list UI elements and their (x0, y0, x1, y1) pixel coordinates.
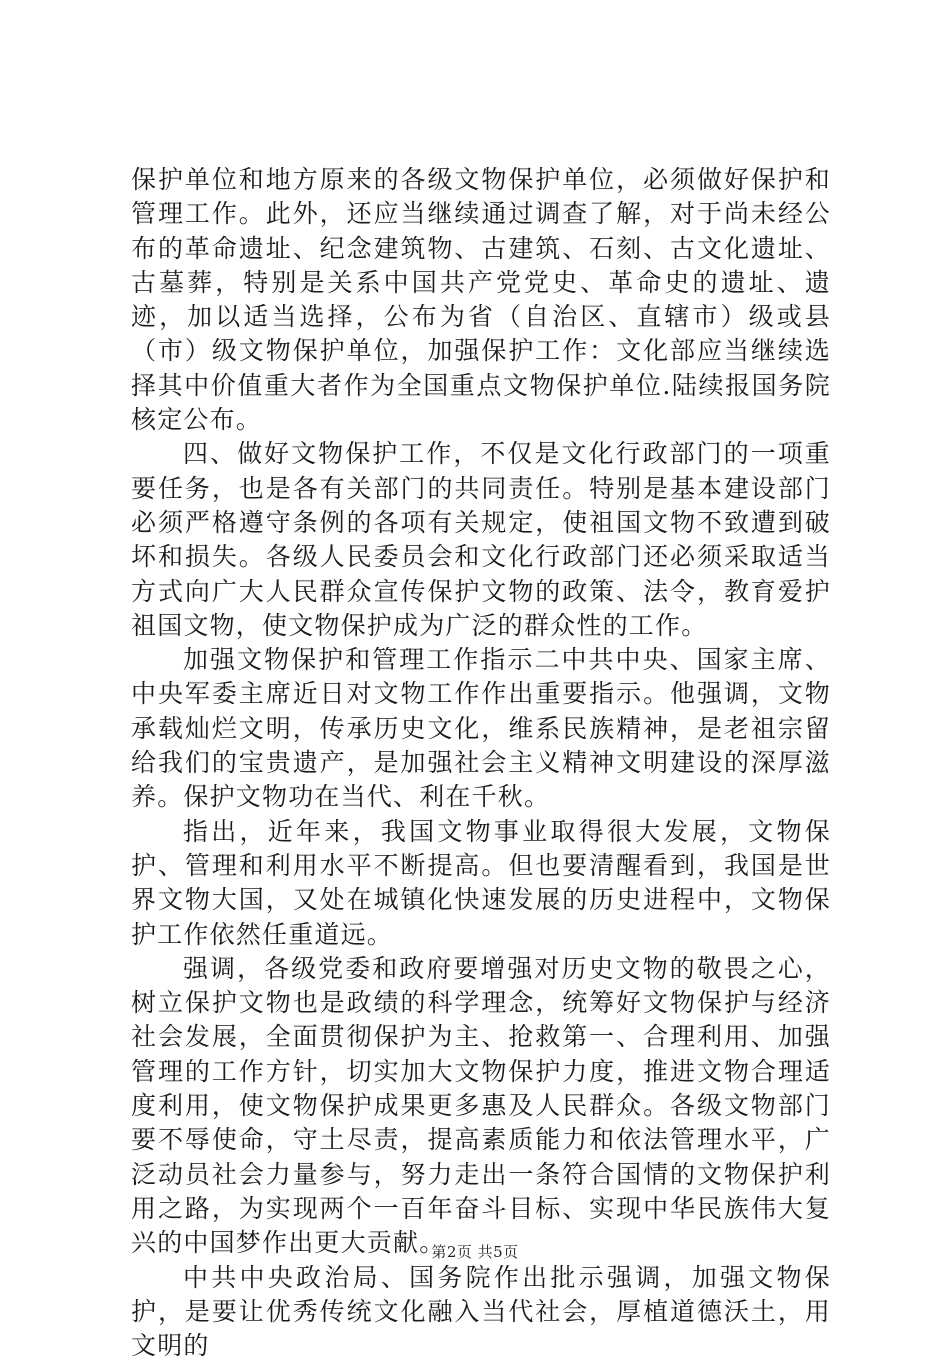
paragraph-5: 强调，各级党委和政府要增强对历史文物的敬畏之心，树立保护文物也是政绩的科学理念，统筹好文物保护与经济社会发展，全面贯彻保护为主、抢救第一、合理利用、加强管理的工作方针，切实加大文物保护力度，推进文物合理适度利用，使文物保护成果更多惠及人民群众。各级文物部门要不辱使命，守土尽责，提高素质能力和依法管理水平，广泛动员社会力量参与，努力走出一条符合国情的文物保护利用之路，为实现两个一百年奋斗目标、实现中华民族伟大复兴的中国梦作出更大贡献。 (131, 952, 831, 1261)
paragraph-3: 加强文物保护和管理工作指示二中共中央、国家主席、中央军委主席近日对文物工作作出重要指示。他强调，文物承载灿烂文明，传承历史文化，维系民族精神，是老祖宗留给我们的宝贵遗产，是加强社会主义精神文明建设的深厚滋养。保护文物功在当代、利在千秋。 (131, 643, 831, 814)
paragraph-1: 保护单位和地方原来的各级文物保护单位，必须做好保护和管理工作。此外，还应当继续通过调查了解，对于尚未经公布的革命遗址、纪念建筑物、古建筑、石刻、古文化遗址、古墓葬，特别是关系中国共产党党史、革命史的遗址、遗迹，加以适当选择，公布为省（自治区、直辖市）级或县（市）级文物保护单位，加强保护工作：文化部应当继续选择其中价值重大者作为全国重点文物保护单位.陆续报国务院核定公布。 (131, 163, 831, 437)
page-number-label: 第2页 共5页 (431, 1243, 518, 1261)
paragraph-2: 四、做好文物保护工作，不仅是文化行政部门的一项重要任务，也是各有关部门的共同责任。特别是基本建设部门必须严格遵守条例的各项有关规定，使祖国文物不致遭到破坏和损失。各级人民委员会和文化行政部门还必须采取适当方式向广大人民群众宣传保护文物的政策、法令，教育爱护祖国文物，使文物保护成为广泛的群众性的工作。 (131, 437, 831, 643)
page-footer (0, 1242, 950, 1262)
paragraph-4: 指出，近年来，我国文物事业取得很大发展，文物保护、管理和利用水平不断提高。但也要清醒看到，我国是世界文物大国，又处在城镇化快速发展的历史进程中，文物保护工作依然任重道远。 (131, 815, 831, 952)
paragraph-6: 中共中央政治局、国务院作出批示强调，加强文物保护，是要让优秀传统文化融入当代社会，厚植道德沃土，用文明的 (131, 1261, 831, 1363)
document-body (131, 163, 831, 1363)
